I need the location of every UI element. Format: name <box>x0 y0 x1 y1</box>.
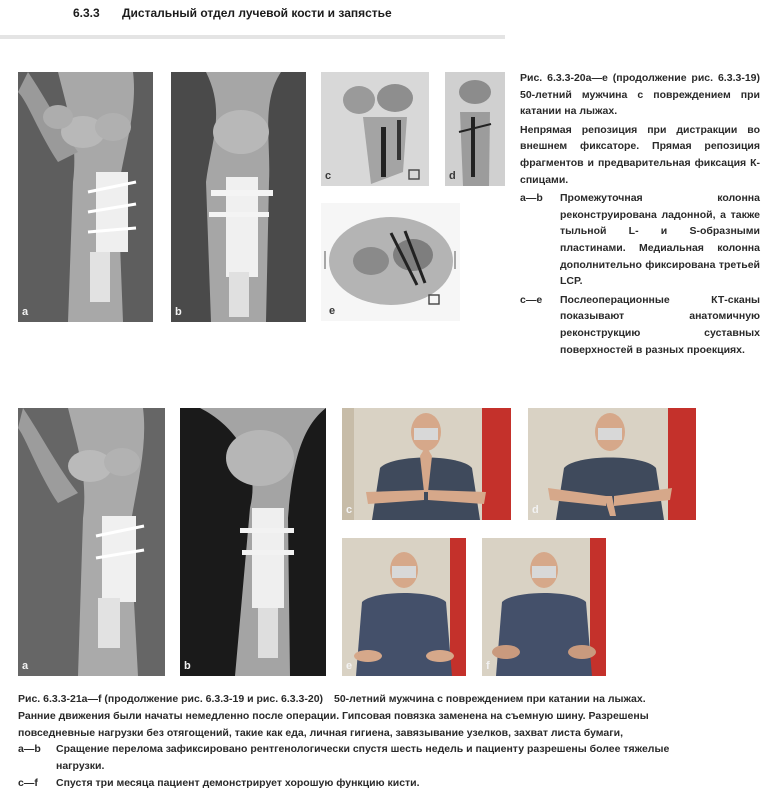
panel-label-20e: e <box>329 305 336 317</box>
panel-label-20c: c <box>325 170 332 182</box>
figure-21-item-ab <box>18 741 690 775</box>
item-key: a—b <box>18 743 41 756</box>
figure-21-caption-title: Рис. 6.3.3-21a—f (продолжение рис. 6.3.3-19 и рис. 6.3.3-20) <box>18 693 324 705</box>
panel-label-21b: b <box>184 660 191 672</box>
panel-label-21d: d <box>532 504 539 516</box>
figure-20-item-ab <box>520 190 760 290</box>
xray-20b <box>171 72 306 322</box>
panel-label-20d: d <box>449 170 456 182</box>
item-text: Сращение перелома зафиксировано рентгенологически спустя шесть недель и пациенту разрешены более тяжелые нагрузки. <box>56 743 670 773</box>
xray-20a <box>18 72 153 322</box>
panel-label-20b: b <box>175 306 182 318</box>
item-text: Послеоперационные КТ-сканы показывают анатомичную реконструкцию суставных поверхностей в разных проекциях. <box>560 293 760 356</box>
xray-21a <box>18 408 165 676</box>
ct-scan-20c <box>321 72 429 186</box>
panel-label-20a: a <box>22 306 29 318</box>
item-key: c—e <box>520 293 543 306</box>
header-divider <box>0 35 505 39</box>
panel-label-21a: a <box>22 660 29 672</box>
figure-21-caption-lead: 50-летний мужчина с повреждением при катании на лыжах. <box>333 693 646 705</box>
figure-20-caption-title: Рис. 6.3.3-20a—e (продолжение рис. 6.3.3-19) 50-летний мужчина с повреждением при катании на лыжах. <box>520 72 760 118</box>
section-number: 6.3.3 <box>73 6 100 20</box>
photo-21e <box>342 538 466 676</box>
photo-21f <box>482 538 606 676</box>
figure-20-caption-text: Непрямая репозиция при дистракции во внешнем фиксаторе. Прямая репозиция фрагментов и предварительная фиксация К-спицами. <box>520 123 760 186</box>
figure-20-caption <box>520 70 760 358</box>
figure-21-caption-text: Ранние движения были начаты немедленно после операции. Гипсовая повязка заменена на съемную шину. Разрешены повседневные нагрузки без отягощений, такие как еда, личная гигиена, завязывание узелков, захват листа бумаги, <box>18 709 649 739</box>
figure-20-item-ce <box>520 292 760 358</box>
photo-21c <box>342 408 511 520</box>
item-text: Спустя три месяца пациент демонстрирует хорошую функцию кисти. <box>56 776 420 789</box>
ct-scan-20d <box>445 72 505 186</box>
figure-21-caption <box>18 691 690 792</box>
item-text: Промежуточная колонна реконструирована ладонной, а также тыльной L- и S-образными пластинами. Медиальная колонна дополнительно фиксирована третьей LCP. <box>560 192 760 288</box>
panel-label-21f: f <box>486 660 490 672</box>
ct-scan-20e <box>321 203 460 321</box>
panel-label-21e: e <box>346 660 353 672</box>
figure-21-item-cf <box>18 775 690 792</box>
item-key: c—f <box>18 776 38 789</box>
panel-label-21c: c <box>346 504 353 516</box>
xray-21b <box>180 408 326 676</box>
item-key: a—b <box>520 192 543 205</box>
photo-21d <box>528 408 696 520</box>
section-title: Дистальный отдел лучевой кости и запястье <box>122 6 392 20</box>
